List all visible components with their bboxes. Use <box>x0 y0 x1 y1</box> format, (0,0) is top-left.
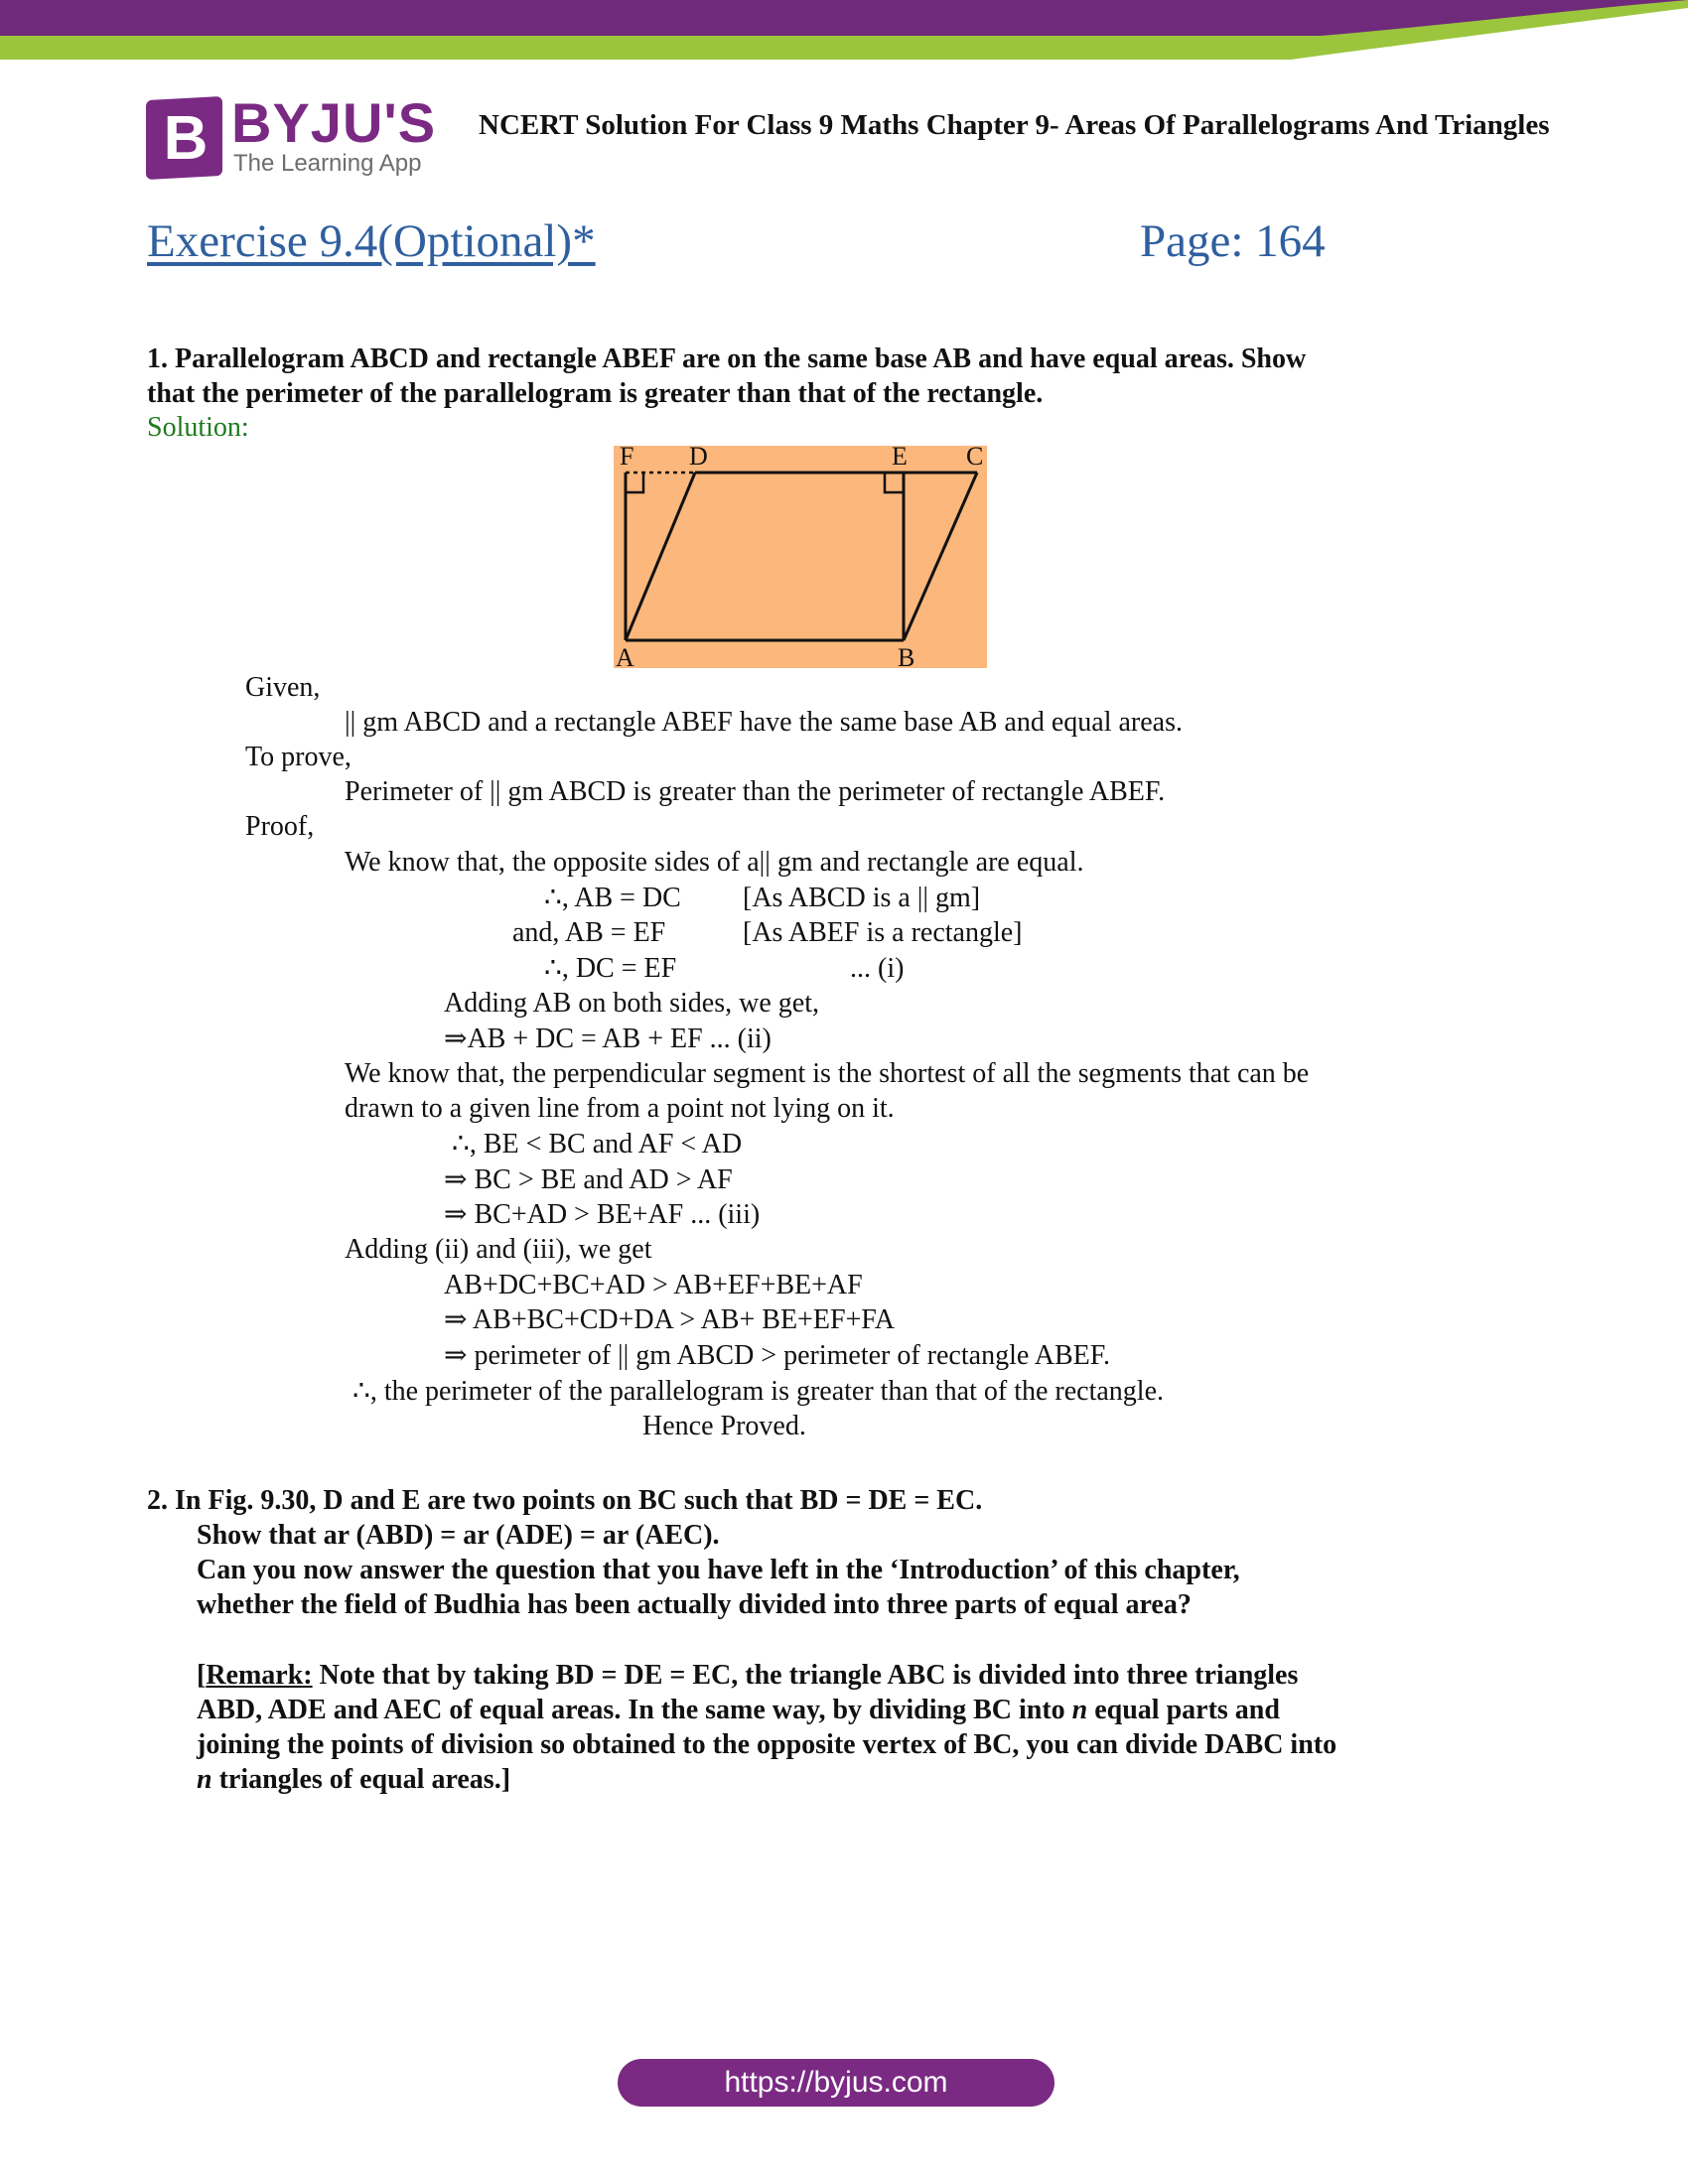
hence-proved: Hence Proved. <box>642 1411 806 1441</box>
proof-line: ∴, DC = EF <box>544 953 677 984</box>
remark-line-1 <box>197 1658 1487 1693</box>
to-prove-text: Perimeter of || gm ABCD is greater than the perimeter of rectangle ABEF. <box>345 776 1166 807</box>
proof-line: We know that, the opposite sides of a|| gm and rectangle are equal. <box>345 847 1084 878</box>
label-d: D <box>689 446 708 471</box>
proof-line: We know that, the perpendicular segment is the shortest of all the segments that can be <box>345 1058 1310 1089</box>
proof-reason: ... (i) <box>850 953 905 984</box>
page-number: Page: 164 <box>1140 215 1326 267</box>
remark-text: equal parts and <box>1087 1695 1280 1725</box>
logo-tagline: The Learning App <box>233 150 422 177</box>
to-prove-heading: To prove, <box>245 742 352 772</box>
document-header-title: NCERT Solution For Class 9 Maths Chapter 9- Areas Of Parallelograms And Triangles <box>479 109 1550 141</box>
label-e: E <box>892 446 908 471</box>
exercise-title: Exercise 9.4(Optional)* <box>147 215 596 267</box>
proof-line: and, AB = EF <box>512 917 666 948</box>
proof-line: Adding (ii) and (iii), we get <box>345 1234 652 1265</box>
question-2-line-2: Show that ar (ABD) = ar (ADE) = ar (AEC). <box>197 1520 720 1551</box>
remark-line-3: joining the points of division so obtained to the opposite vertex of BC, you can divide DABC into <box>197 1729 1337 1760</box>
proof-line: AB+DC+BC+AD > AB+EF+BE+AF <box>444 1270 863 1300</box>
proof-line: ⇒ BC+AD > BE+AF ... (iii) <box>444 1199 761 1230</box>
label-f: F <box>620 446 634 471</box>
question-1-line-1: 1. Parallelogram ABCD and rectangle ABEF are on the same base AB and have equal areas. Show <box>147 343 1307 374</box>
parallelogram-rectangle-figure <box>614 446 987 668</box>
question-2-line-1: 2. In Fig. 9.30, D and E are two points on BC such that BD = DE = EC. <box>147 1485 983 1516</box>
proof-line: Adding AB on both sides, we get, <box>444 988 819 1019</box>
proof-line: ⇒ BC > BE and AD > AF <box>444 1164 733 1195</box>
remark-text: Note that by taking BD = DE = EC, the triangle ABC is divided into three triangles <box>312 1660 1299 1691</box>
proof-reason: [As ABCD is a || gm] <box>743 883 981 913</box>
remark-text: triangles of equal areas.] <box>211 1764 511 1795</box>
given-text: || gm ABCD and a rectangle ABEF have the same base AB and equal areas. <box>345 707 1183 738</box>
logo-wordmark: BYJU'S <box>231 91 437 154</box>
proof-line: ∴, BE < BC and AF < AD <box>452 1129 743 1160</box>
proof-line: ⇒AB + DC = AB + EF ... (ii) <box>444 1024 772 1054</box>
label-a: A <box>616 643 634 668</box>
proof-heading: Proof, <box>245 811 315 842</box>
label-c: C <box>966 446 984 471</box>
proof-conclusion: ∴, the perimeter of the parallelogram is greater than that of the rectangle. <box>352 1376 1165 1407</box>
proof-reason: [As ABEF is a rectangle] <box>743 917 1023 948</box>
given-heading: Given, <box>245 672 321 703</box>
question-1-line-2: that the perimeter of the parallelogram is greater than that of the rectangle. <box>147 378 1044 409</box>
remark-n: n <box>197 1764 212 1795</box>
figure-background <box>614 446 987 668</box>
question-2-line-4: whether the field of Budhia has been actually divided into three parts of equal area? <box>197 1589 1192 1620</box>
label-b: B <box>898 643 915 668</box>
byjus-logo <box>146 91 437 180</box>
question-2-line-3: Can you now answer the question that you have left in the ‘Introduction’ of this chapter, <box>197 1555 1240 1585</box>
proof-line: ∴, AB = DC <box>544 883 681 913</box>
proof-line: drawn to a given line from a point not lying on it. <box>345 1093 895 1124</box>
remark-text: ABD, ADE and AEC of equal areas. In the same way, by dividing BC into <box>197 1695 1072 1725</box>
remark-n: n <box>1071 1695 1088 1725</box>
remark-line-2 <box>197 1693 1487 1727</box>
question-1 <box>147 341 1438 411</box>
remark-label: Remark: <box>206 1660 313 1691</box>
top-decorative-bands <box>0 0 1688 60</box>
logo-letter: B <box>163 104 209 173</box>
proof-line: ⇒ perimeter of || gm ABCD > perimeter of rectangle ABEF. <box>444 1340 1111 1371</box>
remark-line-4 <box>197 1762 1487 1797</box>
footer-url-link[interactable]: https://byjus.com <box>618 2059 1055 2107</box>
solution-label: Solution: <box>147 412 249 443</box>
proof-line: ⇒ AB+BC+CD+DA > AB+ BE+EF+FA <box>444 1304 896 1335</box>
remark-bracket: [ <box>197 1660 207 1691</box>
